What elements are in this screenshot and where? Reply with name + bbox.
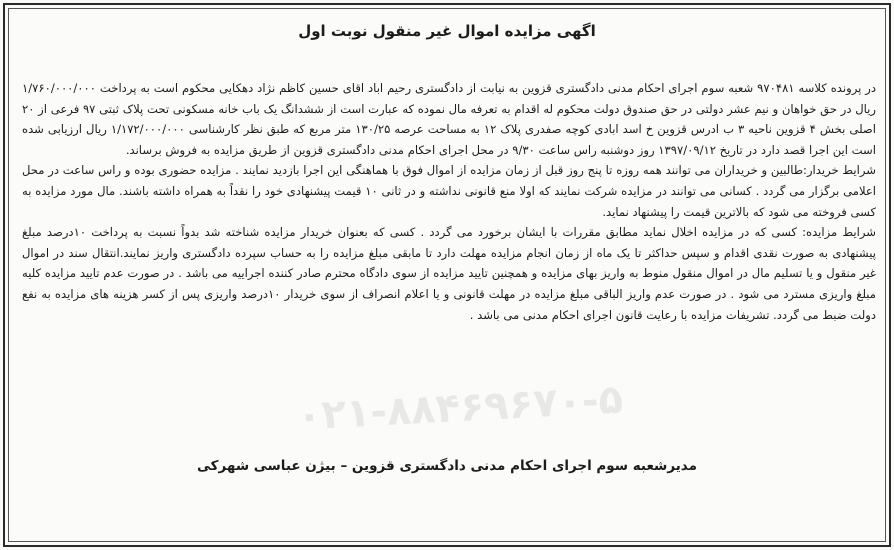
phone-watermark: ۰۲۱-۸۸۴۶۹۶۷۰-۵ xyxy=(295,376,625,440)
signature-line: مدیرشعبه سوم اجرای احکام مدنی دادگستری قزوین – بیژن عباسی شهرکی xyxy=(197,458,697,474)
buyer-conditions-paragraph: شرایط خریدار:طالبین و خریداران می توانند همه روزه تا پنج روز قبل از زمان مزایده از اموال فوق با هماهنگی این اجرا بازدید نمایند . مزایده حضوری بوده و راس ساعت در محل اعلامی برگزار می گردد . کسانی می توانند در مزایده شرکت نمایند که اولا منع قانونی نداشته و در ثانی ۱۰ قیمت پیشنهادی خود را نقداً به همراه داشته باشند. مال مورد مزایده به کسی فروخته می شود که بالاترین قیمت را پیشنهاد نماید. xyxy=(22,163,876,219)
notice-title: اگهی مزایده اموال غیر منقول نوبت اول xyxy=(298,22,596,40)
auction-conditions-paragraph: شرایط مزایده: کسی که در مزایده اخلال نماید مطابق مقررات با ایشان برخورد می گردد . کسی که بعنوان خریدار مزایده شناخته شد بدواً نسبت به پرداخت ۱۰درصد مبلغ پیشنهادی به صورت نقدی اقدام و سپس حداکثر تا یک ماه از زمان انجام مزایده مهلت دارد تا مابقی مبلغ مزایده را به حساب سپرده دادگستری واریز نمایند.انتقال سند در اموال غیر منقول و یا تسلیم مال در اموال منقول منوط به واریز بهای مزایده و همچنین تایید مزایده از سوی دادگاه محترم صادر کننده اجراییه می باشد . در صورت عدم تایید مزایده کلیه مبلغ واریزی مسترد می شود . در صورت عدم واریز الباقی مبلغ مزایده در مهلت قانونی و یا اعلام انصراف از سوی خریدار ۱۰درصد واریزی پس از کسر هزینه های مزایده به نفع دولت ضبط می گردد. تشریفات مزایده با رعایت قانون اجرای احکام مدنی می باشد . xyxy=(22,225,877,322)
case-paragraph: در پرونده کلاسه ۹۷۰۴۸۱ شعبه سوم اجرای احکام مدنی دادگستری قزوین به نیابت از دادگستری رحیم اباد اقای حسین کاظم نژاد دهکایی محکوم است به پرداخت ۱/۷۶۰/۰۰۰/۰۰۰ ریال در حق خواهان و نیم عشر دولتی در حق صندوق دولت محکوم له اقدام به تعرفه مال نموده که عبارت است از ششدانگ یک باب خانه مسکونی تحت پلاک ثبتی ۹۷ فرعی از ۲۰ اصلی بخش ۴ قزوین ناحیه ۳ ب ادرس قزوین خ اسد ابادی کوچه صفدری پلاک ۱۲ به مساحت عرصه ۱۳۰/۲۵ متر مربع که طبق نظر کارشناسی ۱/۱۷۲/۰۰۰/۰۰۰ ریال ارزیابی شده است این اجرا قصد دارد در تاریخ ۱۳۹۷/۰۹/۱۲ روز دوشنبه راس ساعت ۹/۳۰ در محل اجرای احکام مدنی دادگستری قزوین از طریق مزایده به فروش برساند. xyxy=(22,81,877,157)
notice-body xyxy=(22,78,876,325)
